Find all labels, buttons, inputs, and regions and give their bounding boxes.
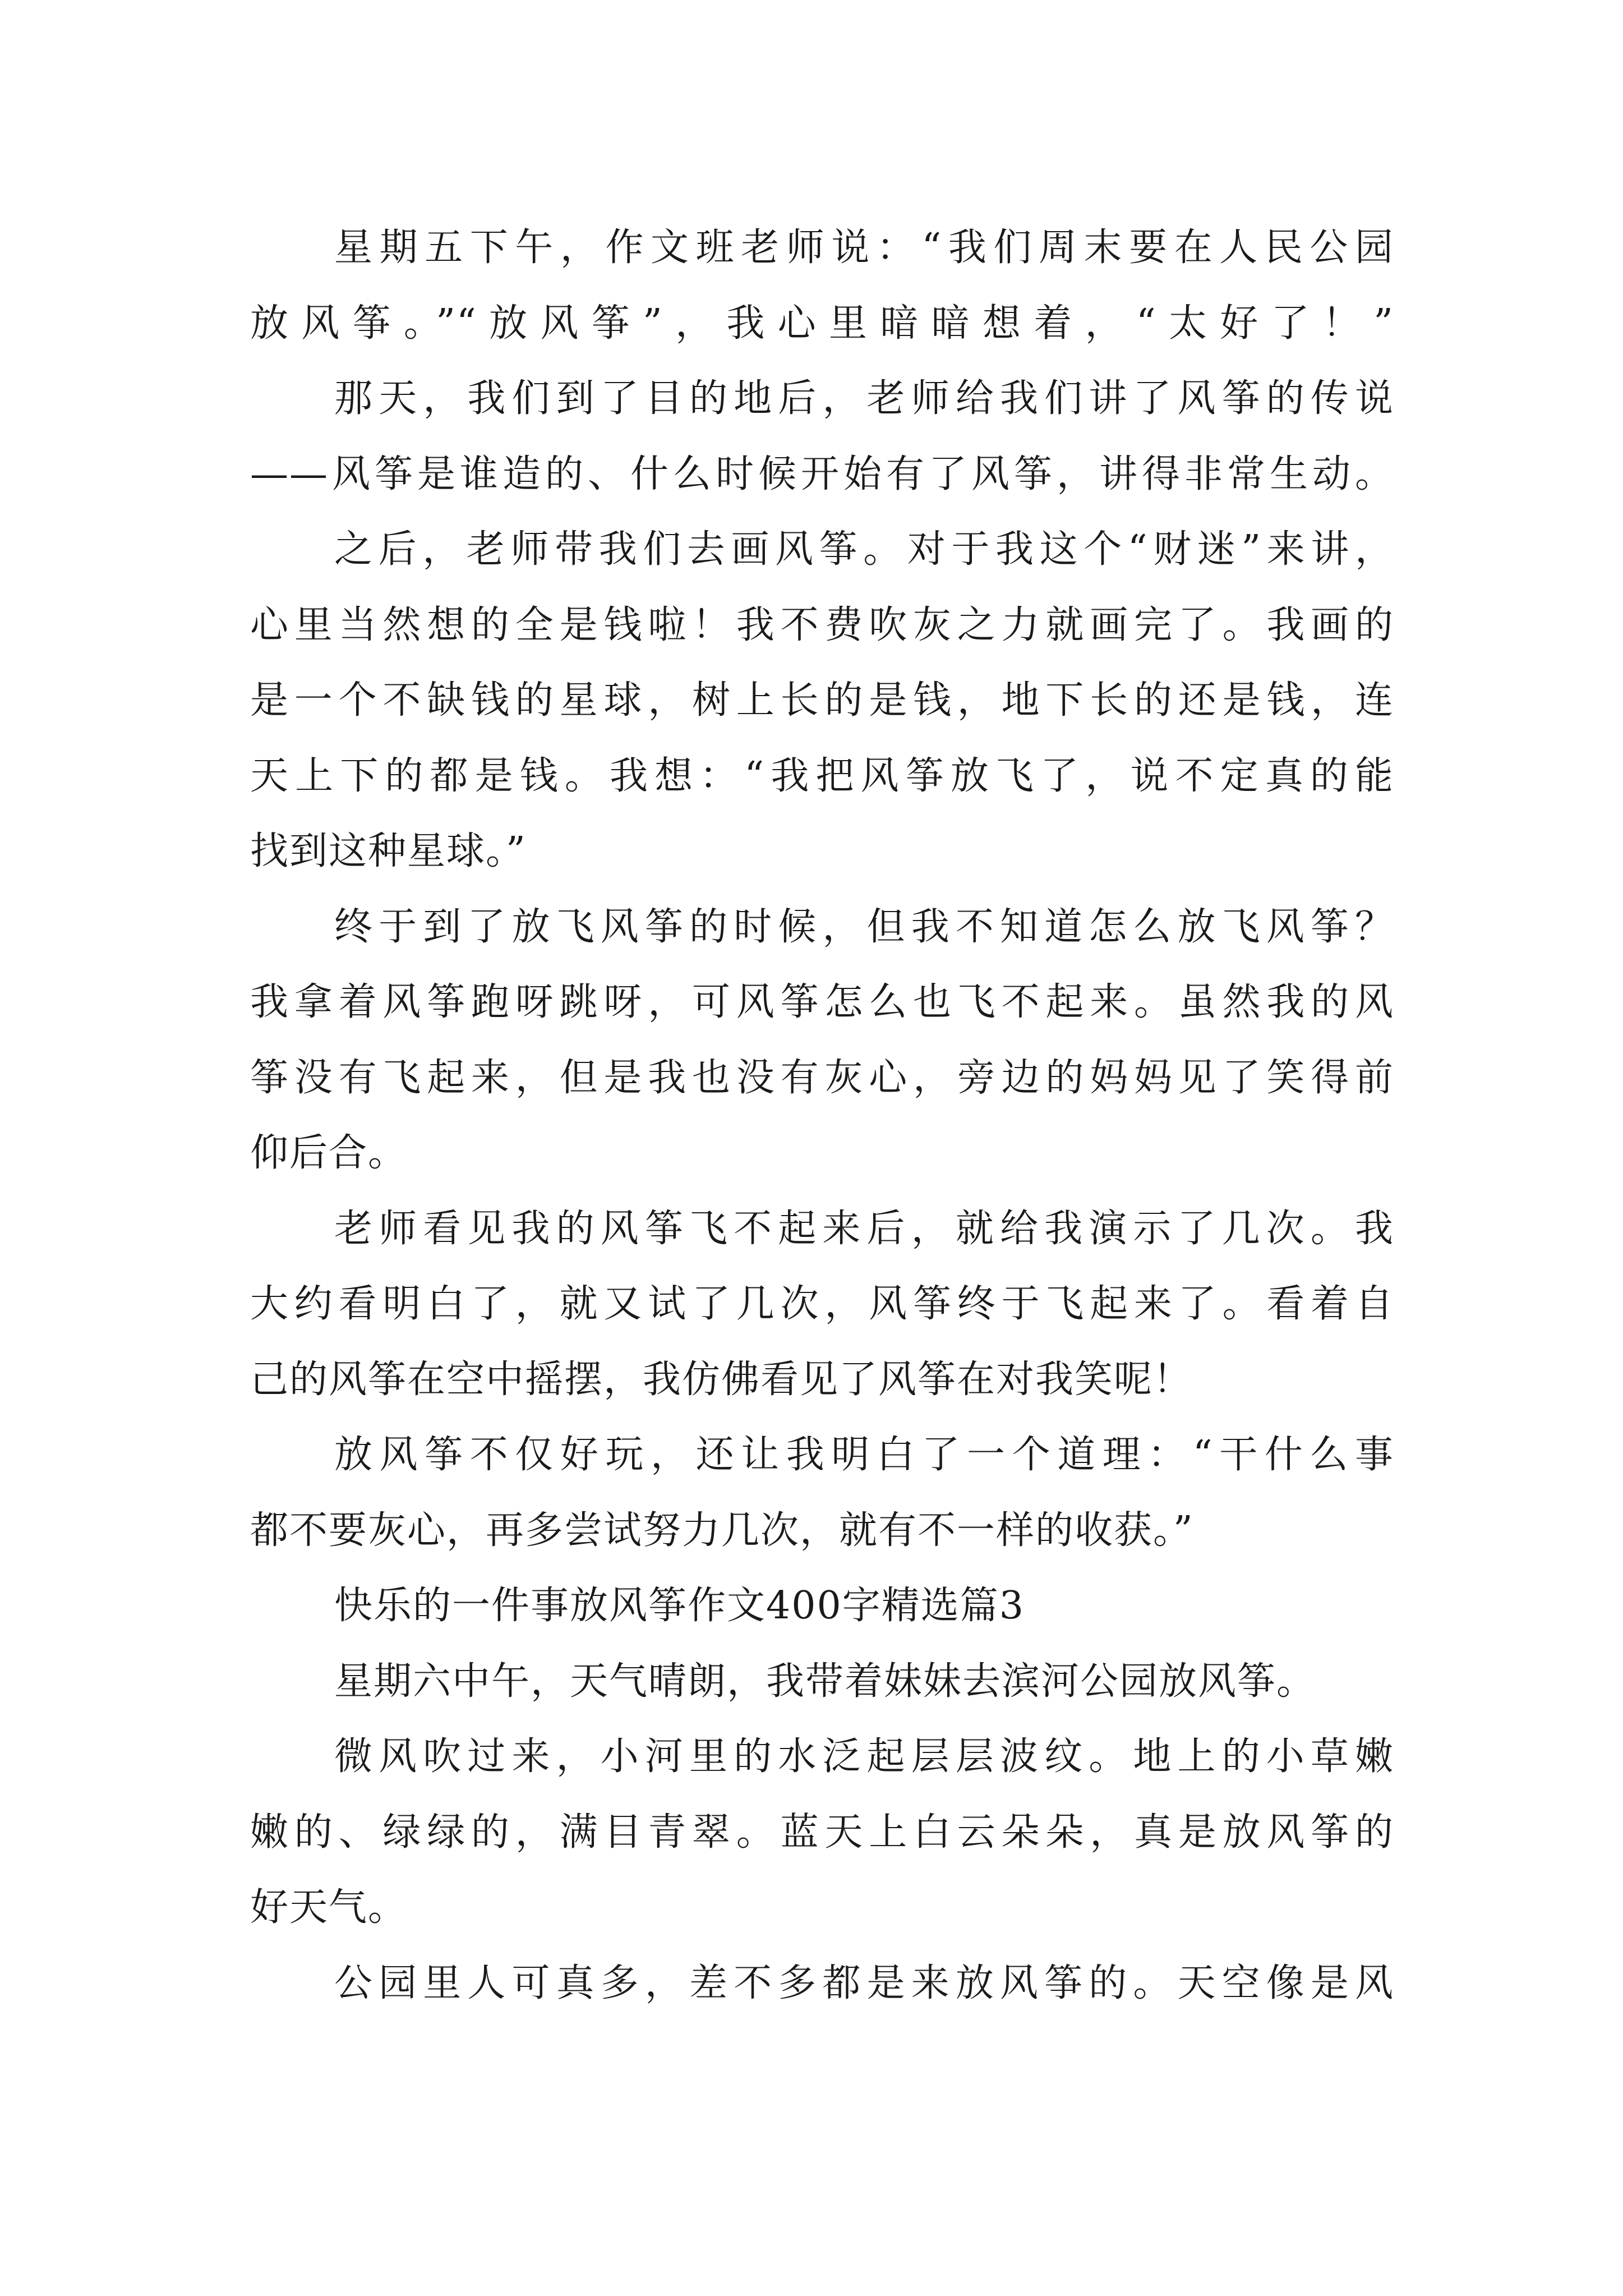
text-line: 天上下的都是钱。我想：“我把风筝放飞了，说不定真的能 xyxy=(250,753,1394,798)
text-line: 找到这种星球。” xyxy=(250,829,527,873)
text-line: 我拿着风筝跑呀跳呀，可风筝怎么也飞不起来。虽然我的风 xyxy=(250,980,1394,1024)
text-line: 大约看明白了，就又试了几次，风筝终于飞起来了。看着自 xyxy=(250,1282,1394,1326)
text-line: 嫩的、绿绿的，满目青翠。蓝天上白云朵朵，真是放风筝的 xyxy=(250,1810,1394,1855)
text-line: ——风筝是谁造的、什么时候开始有了风筝，讲得非常生动。 xyxy=(250,452,1394,496)
text-line: 那天，我们到了目的地后，老师给我们讲了风筝的传说 xyxy=(334,376,1394,421)
text-line: 老师看见我的风筝飞不起来后，就给我演示了几次。我 xyxy=(334,1206,1394,1251)
text-line: 都不要灰心，再多尝试努力几次，就有不一样的收获。” xyxy=(250,1508,1194,1553)
text-line: 己的风筝在空中摇摆，我仿佛看见了风筝在对我笑呢！ xyxy=(250,1357,1193,1402)
text-line: 终于到了放飞风筝的时候，但我不知道怎么放飞风筝？ xyxy=(334,904,1394,949)
text-line: 之后，老师带我们去画风筝。对于我这个“财迷”来讲， xyxy=(334,527,1394,572)
text-line: 筝没有飞起来，但是我也没有灰心，旁边的妈妈见了笑得前 xyxy=(250,1055,1394,1100)
text-line: 星期五下午，作文班老师说：“我们周末要在人民公园 xyxy=(334,226,1394,270)
text-line: 心里当然想的全是钱啦！我不费吹灰之力就画完了。我画的 xyxy=(250,602,1394,647)
document-body xyxy=(250,210,1394,2021)
text-line: 是一个不缺钱的星球，树上长的是钱，地下长的还是钱，连 xyxy=(250,678,1394,723)
text-line: 公园里人可真多，差不多都是来放风筝的。天空像是风 xyxy=(334,1961,1394,2005)
text-line: 仰后合。 xyxy=(250,1131,408,1175)
section-heading: 快乐的一件事放风筝作文400字精选篇3 xyxy=(334,1584,1025,1628)
text-line: 微风吹过来，小河里的水泛起层层波纹。地上的小草嫩 xyxy=(334,1734,1394,1779)
text-line: 放风筝不仅好玩，还让我明白了一个道理：“干什么事 xyxy=(334,1433,1394,1477)
text-line: 好天气。 xyxy=(250,1885,408,1930)
text-line: 放风筝。”“放风筝”，我心里暗暗想着，“太好了！” xyxy=(250,301,1394,346)
text-line: 星期六中午，天气晴朗，我带着妹妹去滨河公园放风筝。 xyxy=(334,1659,1316,1704)
